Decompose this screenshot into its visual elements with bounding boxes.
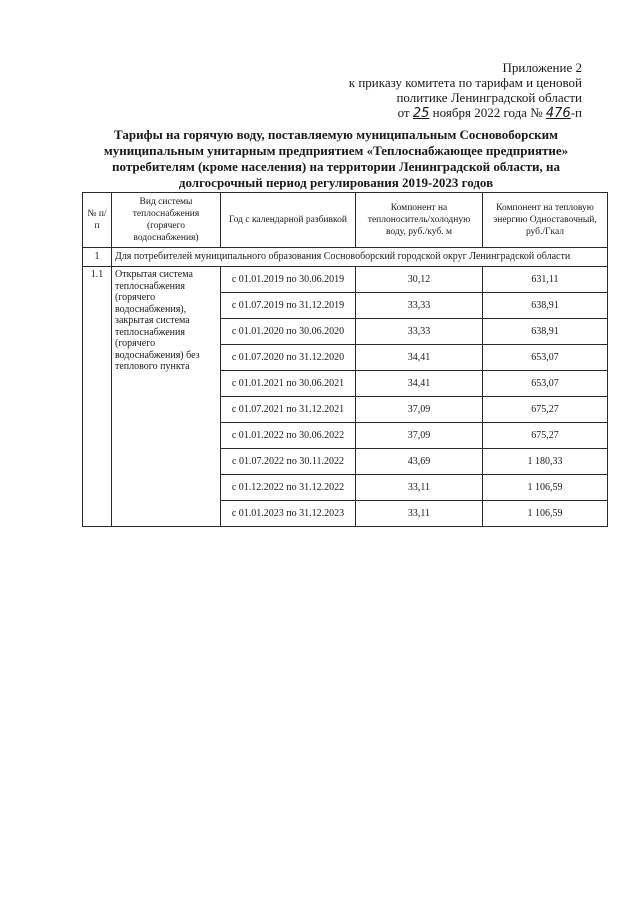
period-cell: с 01.01.2022 по 30.06.2022	[221, 423, 356, 449]
heat-value-cell: 1 180,33	[483, 449, 608, 475]
group-label: Для потребителей муниципального образования Сосновоборский городской округ Ленинградской области	[112, 248, 608, 267]
appendix-block	[322, 60, 582, 121]
order-day-handwritten: 25	[412, 106, 430, 121]
order-middle: ноября 2022 года №	[432, 105, 543, 120]
order-date-line	[322, 105, 582, 121]
heat-value-cell: 675,27	[483, 423, 608, 449]
coolant-value-cell: 30,12	[356, 267, 483, 293]
period-cell: с 01.01.2021 по 30.06.2021	[221, 371, 356, 397]
document-title: Тарифы на горячую воду, поставляемую муниципальным Сосновоборским муниципальным унитарным предприятием «Теплоснабжающее предприятие» потребителям (кроме населения) на территории Ленинградской области, на долгосрочный период регулирования 2019-2023 годов	[103, 127, 569, 190]
coolant-value-cell: 34,41	[356, 345, 483, 371]
coolant-value-cell: 34,41	[356, 371, 483, 397]
order-prefix: от	[397, 105, 410, 120]
period-cell: с 01.07.2020 по 31.12.2020	[221, 345, 356, 371]
period-cell: с 01.12.2022 по 31.12.2022	[221, 475, 356, 501]
heat-value-cell: 638,91	[483, 319, 608, 345]
coolant-value-cell: 33,33	[356, 293, 483, 319]
item-num: 1.1	[83, 267, 112, 527]
group-num: 1	[83, 248, 112, 267]
table-row	[83, 267, 608, 293]
heat-value-cell: 638,91	[483, 293, 608, 319]
group-row	[83, 248, 608, 267]
item-system-description: Открытая система теплоснабжения (горячего водоснабжения), закрытая система теплоснабжения (горячего водоснабжения) без теплового пункта	[112, 267, 221, 527]
heat-value-cell: 1 106,59	[483, 475, 608, 501]
coolant-value-cell: 37,09	[356, 397, 483, 423]
appendix-committee: политике Ленинградской области	[396, 90, 582, 105]
period-cell: с 01.01.2020 по 30.06.2020	[221, 319, 356, 345]
table-header-row	[83, 193, 608, 248]
header-system: Вид системы теплоснабжения (горячего водоснабжения)	[112, 193, 221, 248]
order-number-handwritten: 476	[545, 106, 571, 121]
period-cell: с 01.07.2022 по 30.11.2022	[221, 449, 356, 475]
header-coolant: Компонент на теплоноситель/холодную воду, руб./куб. м	[356, 193, 483, 248]
heat-value-cell: 653,07	[483, 345, 608, 371]
heat-value-cell: 675,27	[483, 397, 608, 423]
period-cell: с 01.07.2019 по 31.12.2019	[221, 293, 356, 319]
heat-value-cell: 1 106,59	[483, 501, 608, 527]
appendix-label: Приложение 2	[502, 60, 582, 75]
coolant-value-cell: 33,11	[356, 475, 483, 501]
header-period: Год с календарной разбивкой	[221, 193, 356, 248]
coolant-value-cell: 33,11	[356, 501, 483, 527]
appendix-order-reference: к приказу комитета по тарифам и ценовой	[348, 75, 582, 90]
coolant-value-cell: 43,69	[356, 449, 483, 475]
coolant-value-cell: 37,09	[356, 423, 483, 449]
heat-value-cell: 631,11	[483, 267, 608, 293]
order-suffix: -п	[570, 105, 582, 120]
period-cell: с 01.07.2021 по 31.12.2021	[221, 397, 356, 423]
header-heat: Компонент на тепловую энергию Одноставочный, руб./Гкал	[483, 193, 608, 248]
header-num: № п/п	[83, 193, 112, 248]
tariff-table	[82, 192, 608, 527]
period-cell: с 01.01.2023 по 31.12.2023	[221, 501, 356, 527]
period-cell: с 01.01.2019 по 30.06.2019	[221, 267, 356, 293]
heat-value-cell: 653,07	[483, 371, 608, 397]
coolant-value-cell: 33,33	[356, 319, 483, 345]
